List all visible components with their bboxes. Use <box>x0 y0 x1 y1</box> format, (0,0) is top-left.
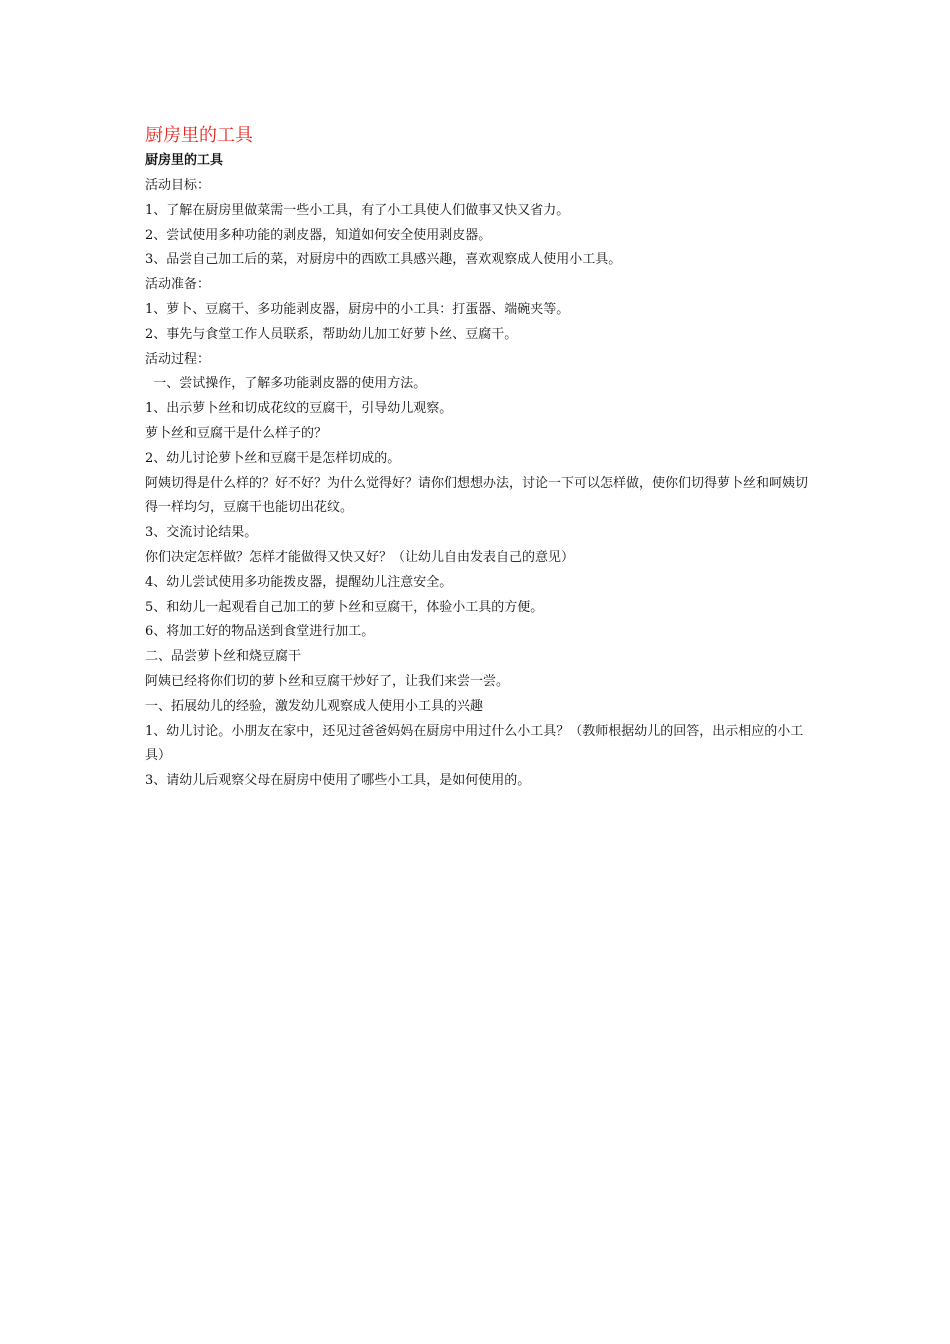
paragraph-15: 你们决定怎样做？怎样才能做得又快又好？（让幼儿自由发表自己的意见） <box>145 549 575 565</box>
paragraph-11: 萝卜丝和豆腐干是什么样子的？ <box>145 425 328 441</box>
document-title: 厨房里的工具 <box>145 125 253 146</box>
paragraph-3: 2、尝试使用多种功能的剥皮器，知道如何安全使用剥皮器。 <box>145 227 492 243</box>
paragraph-4: 3、品尝自己加工后的菜，对厨房中的西欧工具感兴趣，喜欢观察成人使用小工具。 <box>145 252 622 268</box>
paragraph-19: 二、品尝萝卜丝和烧豆腐干 <box>145 649 302 665</box>
paragraph-10: 1、出示萝卜丝和切成花纹的豆腐干，引导幼儿观察。 <box>145 401 453 417</box>
paragraph-22: 1、幼儿讨论。小朋友在家中，还见过爸爸妈妈在厨房中用过什么小工具？（教师根据幼儿的回答，出示相应的小工具） <box>145 723 804 764</box>
document-page <box>145 122 810 794</box>
paragraph-9: 一、尝试操作，了解多功能剥皮器的使用方法。 <box>145 376 427 392</box>
paragraph-8: 活动过程： <box>145 351 211 367</box>
paragraph-23: 3、请幼儿后观察父母在厨房中使用了哪些小工具，是如何使用的。 <box>145 773 531 789</box>
paragraph-5: 活动准备： <box>145 277 211 293</box>
paragraph-6: 1、萝卜、豆腐干、多功能剥皮器，厨房中的小工具：打蛋器、端碗夹等。 <box>145 301 570 317</box>
paragraph-20: 阿姨已经将你们切的萝卜丝和豆腐干炒好了，让我们来尝一尝。 <box>145 673 510 689</box>
paragraph-7: 2、事先与食堂工作人员联系，帮助幼儿加工好萝卜丝、豆腐干。 <box>145 326 518 342</box>
paragraph-14: 3、交流讨论结果。 <box>145 525 258 541</box>
paragraph-13: 阿姨切得是什么样的？好不好？为什么觉得好？请你们想想办法，讨论一下可以怎样做，使你们切得萝卜丝和呵姨切得一样均匀，豆腐干也能切出花纹。 <box>145 475 809 516</box>
paragraph-2: 1、了解在厨房里做菜需一些小工具，有了小工具使人们做事又快又省力。 <box>145 202 570 218</box>
paragraph-17: 5、和幼儿一起观看自己加工的萝卜丝和豆腐干，体验小工具的方便。 <box>145 599 544 615</box>
paragraph-12: 2、幼儿讨论萝卜丝和豆腐干是怎样切成的。 <box>145 450 401 466</box>
paragraph-1: 活动目标： <box>145 178 211 193</box>
document-body <box>145 174 810 794</box>
paragraph-16: 4、幼儿尝试使用多功能拨皮器，提醒幼儿注意安全。 <box>145 574 453 590</box>
paragraph-21: 一、拓展幼儿的经验，激发幼儿观察成人使用小工具的兴趣 <box>145 698 484 714</box>
document-subtitle: 厨房里的工具 <box>145 153 224 168</box>
paragraph-18: 6、将加工好的物品送到食堂进行加工。 <box>145 624 375 640</box>
